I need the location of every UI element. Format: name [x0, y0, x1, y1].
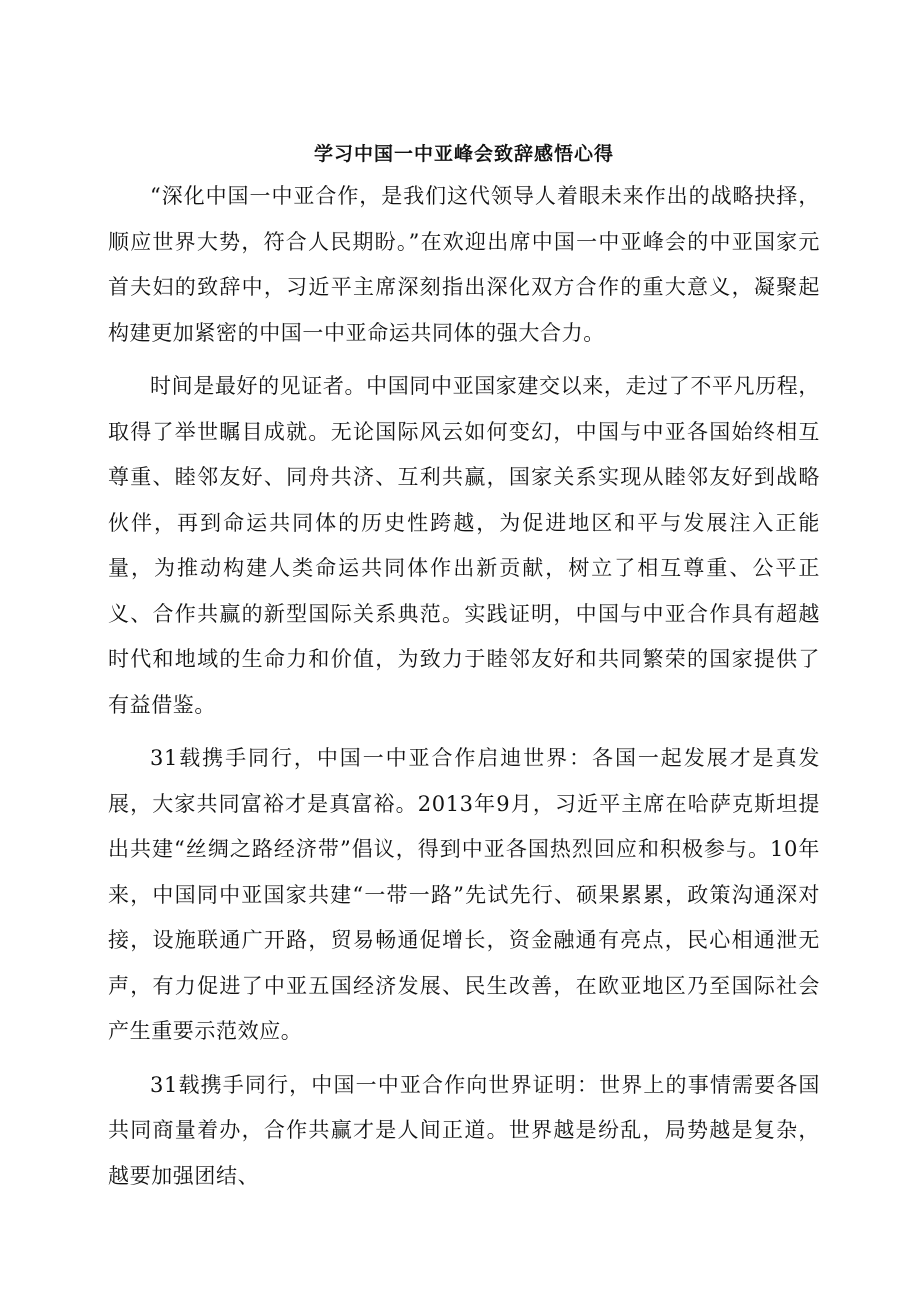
document-page [108, 140, 820, 1207]
document-title: 学习中国一中亚峰会致辞感悟心得 [313, 143, 614, 165]
paragraph-1: “深化中国一中亚合作，是我们这代领导人着眼未来作出的战略抉择，顺应世界大势，符合人民期盼。”在欢迎出席中国一中亚峰会的中亚国家元首夫妇的致辞中，习近平主席深刻指出深化双方合作的重大意义，凝聚起构建更加紧密的中国一中亚命运共同体的强大合力。 [108, 184, 820, 345]
paragraph-2: 时间是最好的见证者。中国同中亚国家建交以来，走过了不平凡历程，取得了举世瞩目成就。无论国际风云如何变幻，中国与中亚各国始终相互尊重、睦邻友好、同舟共济、互利共赢，国家关系实现从睦邻友好到战略伙伴，再到命运共同体的历史性跨越，为促进地区和平与发展注入正能量，为推动构建人类命运共同体作出新贡献，树立了相互尊重、公平正义、合作共赢的新型国际关系典范。实践证明，中国与中亚合作具有超越时代和地域的生命力和价值，为致力于睦邻友好和共同繁荣的国家提供了有益借鉴。 [108, 374, 820, 717]
paragraph-3: 31载携手同行，中国一中亚合作启迪世界：各国一起发展才是真发展，大家共同富裕才是真富裕。2013年9月，习近平主席在哈萨克斯坦提出共建“丝绸之路经济带”倡议，得到中亚各国热烈回应和积极参与。10年来，中国同中亚国家共建“一带一路”先试先行、硕果累累，政策沟通深对接，设施联通广开路，贸易畅通促增长，资金融通有亮点，民心相通泄无声，有力促进了中亚五国经济发展、民生改善，在欧亚地区乃至国际社会产生重要示范效应。 [108, 746, 820, 1043]
paragraph-4: 31载携手同行，中国一中亚合作向世界证明：世界上的事情需要各国共同商量着办，合作共赢才是人间正道。世界越是纷乱，局势越是复杂，越要加强团结、 [108, 1072, 820, 1188]
